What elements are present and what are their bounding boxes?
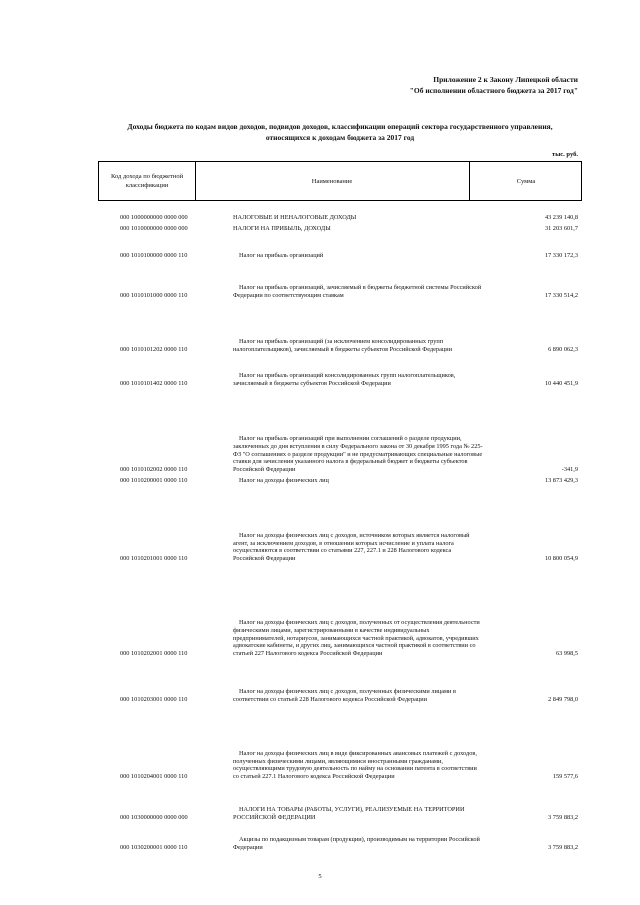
row-name: Налог на доходы физических лиц с доходов, полученных от осуществления деятельности физическими лицами, зарегистрированными в качестве индивидуальных предпринимателей, нотариусов, занимающихся частной практикой, адвокатов, учредивших адвокатские кабинеты, и других лиц, занимающихся частной практикой в соответствии со статьей 227 Налогового кодекса Российской Федерации <box>233 619 480 658</box>
row-code: 000 1010204001 0000 110 <box>120 773 188 781</box>
row-name: Налог на прибыль организаций консолидированных групп налогоплательщиков, зачисляемый в бюджеты субъектов Российской Федерации <box>233 372 456 388</box>
table-row <box>98 360 580 388</box>
table-row <box>98 310 580 354</box>
table-row <box>98 672 580 704</box>
table-row <box>98 733 580 781</box>
table-row <box>98 598 580 658</box>
row-code: 000 1010102002 0000 110 <box>120 466 188 474</box>
table-row <box>98 212 580 222</box>
appendix-header <box>410 74 578 96</box>
column-header-sum: Сумма <box>469 162 582 200</box>
table-row <box>98 475 580 485</box>
row-sum: 3 759 883,2 <box>548 844 578 852</box>
row-code: 000 1010201001 0000 110 <box>120 555 188 563</box>
row-name: НАЛОГИ НА ПРИБЫЛЬ, ДОХОДЫ <box>233 225 331 233</box>
table-row <box>98 520 580 563</box>
row-code: 000 1010203001 0000 110 <box>120 696 188 704</box>
row-sum: 17 330 172,3 <box>544 252 578 260</box>
row-sum: 31 203 601,7 <box>544 225 578 233</box>
row-code: 000 1010101402 0000 110 <box>120 380 188 388</box>
row-sum: 6 890 062,3 <box>548 346 578 354</box>
row-code: 000 1010101000 0000 110 <box>120 292 188 300</box>
row-name: Акцизы по подакцизным товарам (продукции), производимым на территории Российской Федерации <box>233 836 480 852</box>
row-sum: 10 800 054,9 <box>544 555 578 563</box>
column-header-name: Наименование <box>311 177 353 185</box>
row-name: Налог на доходы физических лиц <box>239 477 329 485</box>
row-sum: 159 577,6 <box>552 773 578 781</box>
table-row <box>98 800 580 822</box>
row-sum: -341,9 <box>561 466 578 474</box>
row-name: Налог на прибыль организаций, зачисляемый в бюджеты бюджетной системы Российской Федерации по соответствующим ставкам <box>233 284 482 300</box>
row-name: Налог на прибыль организаций при выполнении соглашений о разделе продукции, заключенных до дня вступления в силу Федерального закона от 30 декабря 1995 года № 225-ФЗ "О соглашениях о разделе продукции" и не предусматривающих специальные налоговые ставки для зачисления указанного налога в федеральный бюджет и бюджеты субъектов Российской Федерации <box>233 435 483 474</box>
column-header-code: Код дохода по бюджетной классификации <box>99 162 196 200</box>
title-line-2: относящихся к доходам бюджета за 2017 год <box>265 133 415 142</box>
units-label: тыс. руб. <box>552 151 578 158</box>
row-name: Налог на прибыль организаций (за исключением консолидированных групп налогоплательщиков), зачисляемый в бюджеты субъектов Российской Федерации <box>233 338 452 354</box>
row-code: 000 1000000000 0000 000 <box>120 214 188 222</box>
row-sum: 17 330 514,2 <box>544 292 578 300</box>
appendix-line-1: Приложение 2 к Закону Липецкой области <box>433 75 578 84</box>
title-line-1: Доходы бюджета по кодам видов доходов, подвидов доходов, классификации операций сектора государственного управления, <box>127 122 553 131</box>
row-code: 000 1030200001 0000 110 <box>120 844 188 852</box>
table-row <box>98 832 580 852</box>
row-name: НАЛОГОВЫЕ И НЕНАЛОГОВЫЕ ДОХОДЫ <box>233 214 357 222</box>
table-row <box>98 223 580 233</box>
row-sum: 2 849 798,0 <box>548 696 578 704</box>
appendix-line-2: "Об исполнении областного бюджета за 2017 год" <box>409 86 578 95</box>
row-code: 000 1010000000 0000 000 <box>120 225 188 233</box>
row-code: 000 1010101202 0000 110 <box>120 346 188 354</box>
row-name: Налог на доходы физических лиц в виде фиксированных авансовых платежей с доходов, полученных физическими лицами, являющимися иностранными гражданами, осуществляющими трудовую деятельность по найму на основании патента в соответствии со статьей 227.1 Налогового кодекса Российской Федерации <box>233 749 477 781</box>
row-code: 000 1010200001 0000 110 <box>120 477 188 485</box>
row-sum: 13 873 429,3 <box>544 477 578 485</box>
row-name: Налог на доходы физических лиц с доходов, источником которых является налоговый агент, за исключением доходов, в отношении которых исчисление и уплата налога осуществляются в соответствии со статьями 227, 227.1 и 228 Налогового кодекса Российской Федерации <box>233 531 470 563</box>
document-title <box>100 121 580 143</box>
row-sum: 43 239 140,8 <box>544 214 578 222</box>
table-header <box>98 161 582 201</box>
row-code: 000 1030000000 0000 000 <box>120 814 188 822</box>
page-number: 5 <box>318 873 322 880</box>
row-sum: 63 998,5 <box>555 650 578 658</box>
table-row <box>98 250 580 260</box>
table-row <box>98 418 580 474</box>
row-name: Налог на прибыль организаций <box>239 252 324 260</box>
row-sum: 10 440 451,9 <box>544 380 578 388</box>
row-code: 000 1010202001 0000 110 <box>120 650 188 658</box>
row-code: 000 1010100000 0000 110 <box>120 252 188 260</box>
table-row <box>98 280 580 300</box>
row-sum: 3 759 883,2 <box>548 814 578 822</box>
row-name: НАЛОГИ НА ТОВАРЫ (РАБОТЫ, УСЛУГИ), РЕАЛИЗУЕМЫЕ НА ТЕРРИТОРИИ РОССИЙСКОЙ ФЕДЕРАЦИИ <box>233 806 465 822</box>
row-name: Налог на доходы физических лиц с доходов, полученных физическими лицами в соответствии со статьей 228 Налогового кодекса Российской Федерации <box>233 688 456 704</box>
